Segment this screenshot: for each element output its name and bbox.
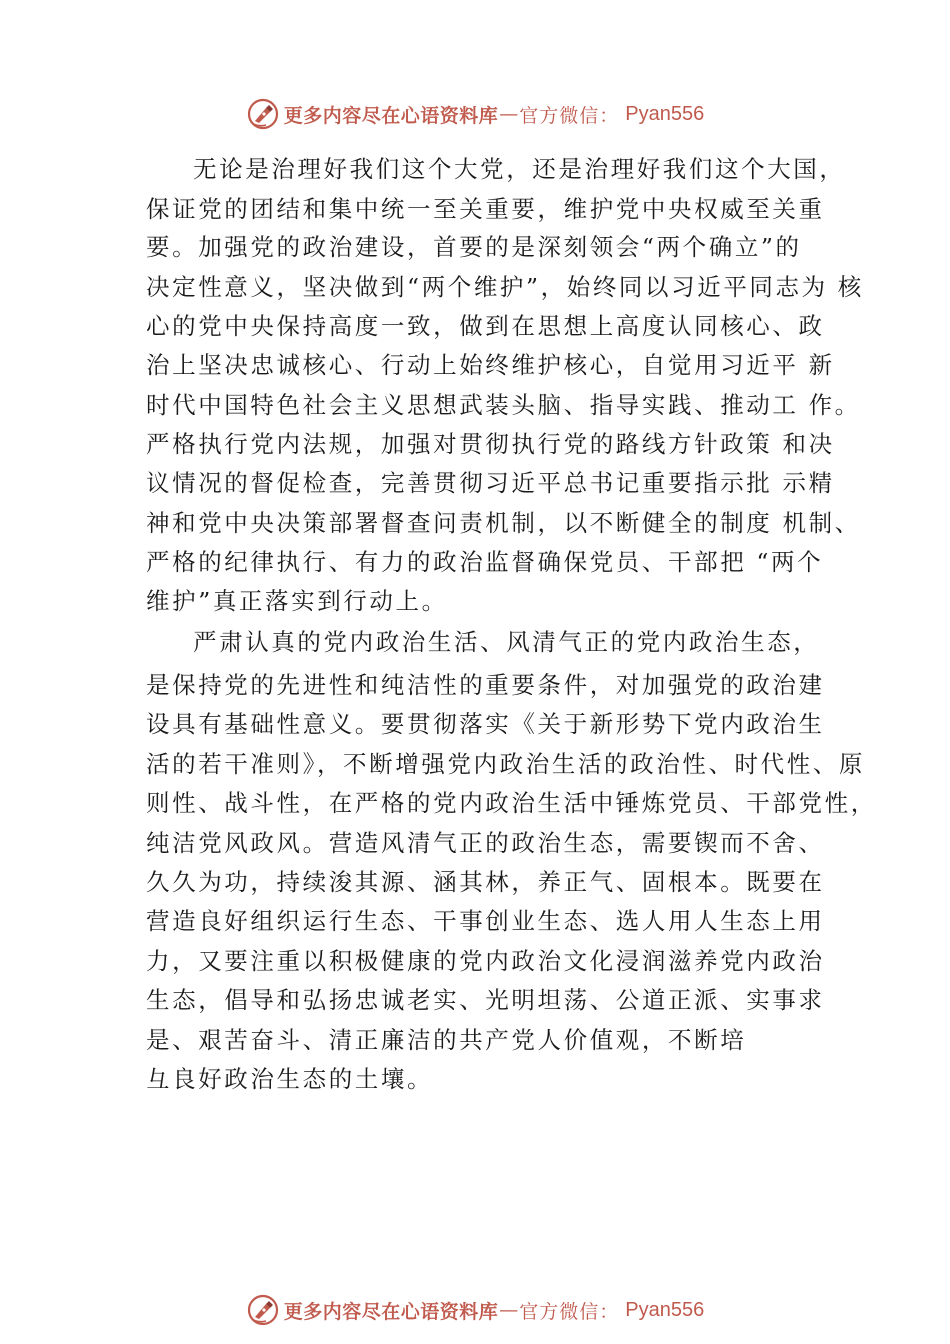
text-line: 纯洁党风政风。营造风清气正的政治生态，需要锲而不舍、: [146, 829, 825, 857]
footer-official-label: 官方微信：: [519, 1300, 620, 1323]
text-line: 力，又要注重以积极健康的党内政治文化浸润滋养党内政治: [146, 947, 825, 975]
text-line: 设具有基础性意义。要贯彻落实《关于新形势下党内政治生: [146, 710, 825, 738]
footer-wechat-id: Pyan556: [625, 1298, 705, 1321]
header-separator: —: [499, 103, 519, 125]
header-brand-text: 更多内容尽在心语资料库: [283, 104, 499, 127]
text-line: 议情况的督促检查，完善贯彻习近平总书记重要指示批 示精: [146, 469, 835, 497]
text-line: 活的若干准则》，不断增强党内政治生活的政治性、时代性、原: [146, 750, 866, 778]
text-line: 维护”真正落实到行动上。: [146, 587, 448, 615]
pen-nib-circle-icon: [246, 1293, 280, 1327]
footer-separator: —: [499, 1299, 519, 1321]
text-line: 无论是治理好我们这个大党，还是治理好我们这个大国，: [193, 155, 846, 183]
footer-banner: [0, 1288, 950, 1332]
text-line: 严肃认真的党内政治生活、风清气正的党内政治生态，: [193, 628, 820, 656]
text-line: 久久为功，持续浚其源、涵其林，养正气、固根本。既要在: [146, 868, 825, 896]
text-line: 时代中国特色社会主义思想武装头脑、指导实践、推动工 作。: [146, 391, 861, 419]
header-wechat-id: Pyan556: [625, 102, 705, 125]
text-line: 生态，倡导和弘扬忠诚老实、光明坦荡、公道正派、实事求: [146, 986, 825, 1014]
text-line: 严格执行党内法规，加强对贯彻执行党的路线方针政策 和决: [146, 430, 835, 458]
text-line: 彑良好政治生态的土壤。: [146, 1065, 434, 1093]
text-line: 治上坚决忠诚核心、行动上始终维护核心，自觉用习近平 新: [146, 351, 835, 379]
text-line: 营造良好组织运行生态、干事创业生态、选人用人生态上用: [146, 907, 825, 935]
text-line: 要。加强党的政治建设，首要的是深刻领会“两个确立”的: [146, 233, 802, 261]
text-line: 保证党的团结和集中统一至关重要，维护党中央权威至关重: [146, 195, 825, 223]
text-line: 神和党中央决策部署督查问责机制，以不断健全的制度 机制、: [146, 509, 861, 537]
pen-nib-circle-icon: [246, 97, 280, 131]
footer-brand-text: 更多内容尽在心语资料库: [283, 1300, 499, 1323]
text-line: 是保持党的先进性和纯洁性的重要条件，对加强党的政治建: [146, 671, 825, 699]
text-line: 是、艰苦奋斗、清正廉洁的共产党人价值观，不断培: [146, 1026, 747, 1054]
text-line: 则性、战斗性，在严格的党内政治生活中锤炼党员、干部党性，: [146, 789, 877, 817]
text-line: 决定性意义，坚决做到“两个维护”，始终同以习近平同志为 核: [146, 273, 864, 301]
header-banner: [0, 92, 950, 136]
text-line: 严格的纪律执行、有力的政治监督确保党员、干部把 “两个: [146, 548, 824, 576]
text-line: 心的党中央保持高度一致，做到在思想上高度认同核心、政: [146, 312, 825, 340]
header-official-label: 官方微信：: [519, 104, 620, 127]
